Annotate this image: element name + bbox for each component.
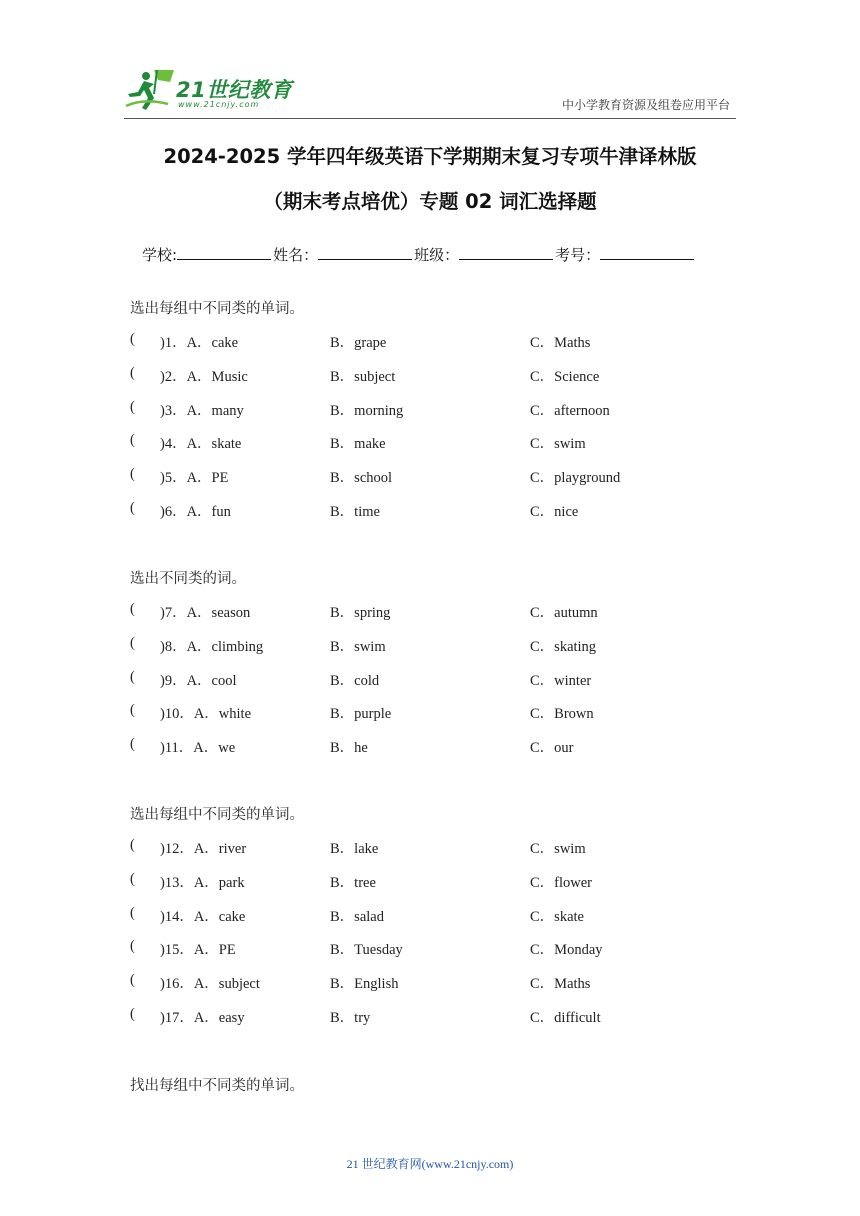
question-row bbox=[130, 905, 730, 927]
option-b: B．morning bbox=[330, 402, 404, 419]
option-b: B．subject bbox=[330, 368, 396, 385]
question-row bbox=[130, 466, 730, 488]
option-a: )12．A．river bbox=[160, 841, 247, 857]
answer-blank[interactable]: ( bbox=[130, 331, 135, 347]
answer-blank[interactable]: ( bbox=[130, 870, 135, 887]
option-c: C．nice bbox=[530, 504, 579, 520]
option-c: C．skating bbox=[530, 638, 597, 655]
option-b: B．school bbox=[330, 470, 393, 487]
question-row bbox=[130, 669, 730, 691]
section-label: 选出每组中不同类的单词。 bbox=[130, 301, 304, 317]
option-a: )3．A．many bbox=[160, 402, 244, 419]
option-c: C．skate bbox=[530, 908, 584, 925]
exam-no-label: 考号： bbox=[555, 246, 601, 264]
school-label: 学校: bbox=[142, 246, 178, 264]
answer-blank[interactable]: ( bbox=[130, 432, 135, 449]
option-b: B．English bbox=[330, 976, 399, 993]
option-a: )16．A．subject bbox=[160, 976, 260, 993]
answer-blank[interactable]: ( bbox=[130, 500, 135, 516]
class-label: 班级： bbox=[414, 246, 460, 264]
option-a: )2．A．Music bbox=[160, 368, 248, 385]
option-a: )1．A．cake bbox=[160, 335, 239, 351]
option-c: C．autumn bbox=[530, 605, 598, 621]
school-field[interactable] bbox=[177, 243, 271, 260]
answer-blank[interactable]: ( bbox=[130, 1006, 135, 1022]
question-row bbox=[130, 635, 730, 657]
title-line-2: （期末考点培优）专题 02 词汇选择题 bbox=[263, 190, 597, 213]
section-label: 选出不同类的词。 bbox=[130, 571, 246, 587]
question-row bbox=[130, 365, 730, 387]
option-b: B．tree bbox=[330, 874, 376, 891]
option-c: C．winter bbox=[530, 672, 592, 689]
option-b: B．lake bbox=[330, 841, 379, 857]
question-row bbox=[130, 399, 730, 421]
option-a: )5．A．PE bbox=[160, 470, 229, 487]
answer-blank[interactable]: ( bbox=[130, 466, 135, 483]
question-row bbox=[130, 871, 730, 893]
option-c: C．flower bbox=[530, 874, 593, 891]
option-c: C．Brown bbox=[530, 706, 594, 723]
option-b: B．spring bbox=[330, 605, 391, 621]
option-b: B．Tuesday bbox=[330, 942, 403, 959]
section-label: 选出每组中不同类的单词。 bbox=[130, 807, 304, 823]
option-a: )7．A．season bbox=[160, 605, 251, 621]
option-c: C．Monday bbox=[530, 942, 603, 959]
option-b: B．cold bbox=[330, 672, 380, 689]
logo-text: 21世纪教育 bbox=[176, 78, 293, 102]
option-c: C．our bbox=[530, 740, 574, 757]
option-a: )13．A．park bbox=[160, 874, 245, 891]
option-b: B．try bbox=[330, 1010, 371, 1026]
answer-blank[interactable]: ( bbox=[130, 398, 135, 415]
name-label: 姓名： bbox=[273, 246, 319, 264]
option-c: C．difficult bbox=[530, 1010, 601, 1026]
header-divider bbox=[124, 118, 736, 119]
answer-blank[interactable]: ( bbox=[130, 904, 135, 921]
answer-blank[interactable]: ( bbox=[130, 668, 135, 685]
question-row bbox=[130, 736, 730, 758]
option-c: C．afternoon bbox=[530, 402, 610, 419]
option-a: )6．A．fun bbox=[160, 504, 231, 520]
question-row bbox=[130, 331, 730, 353]
question-row bbox=[130, 432, 730, 454]
answer-blank[interactable]: ( bbox=[130, 972, 135, 989]
student-info-row bbox=[142, 243, 742, 267]
option-c: C．swim bbox=[530, 841, 586, 857]
option-c: C．Maths bbox=[530, 335, 591, 351]
question-row bbox=[130, 702, 730, 724]
class-field[interactable] bbox=[459, 243, 553, 260]
exam-no-field[interactable] bbox=[600, 243, 694, 260]
option-c: C．playground bbox=[530, 470, 621, 487]
option-b: B．salad bbox=[330, 908, 384, 925]
option-c: C．Science bbox=[530, 368, 600, 385]
option-b: B．purple bbox=[330, 706, 392, 723]
logo-url: www.21cnjy.com bbox=[178, 100, 260, 109]
option-a: )4．A．skate bbox=[160, 436, 242, 453]
question-row bbox=[130, 837, 730, 859]
answer-blank[interactable]: ( bbox=[130, 837, 135, 853]
section-label: 找出每组中不同类的单词。 bbox=[130, 1078, 304, 1094]
answer-blank[interactable]: ( bbox=[130, 601, 135, 617]
option-a: )15．A．PE bbox=[160, 942, 236, 959]
answer-blank[interactable]: ( bbox=[130, 938, 135, 955]
option-a: )10．A．white bbox=[160, 706, 252, 723]
option-b: B．time bbox=[330, 504, 380, 520]
footer: 21 世纪教育网(www.21cnjy.com) bbox=[346, 1157, 514, 1171]
option-c: C．Maths bbox=[530, 976, 591, 993]
option-b: B．swim bbox=[330, 638, 386, 655]
answer-blank[interactable]: ( bbox=[130, 364, 135, 381]
option-b: B．make bbox=[330, 436, 386, 453]
page-header bbox=[0, 0, 860, 122]
option-a: )11．A．we bbox=[160, 740, 236, 757]
answer-blank[interactable]: ( bbox=[130, 702, 135, 719]
option-b: B．grape bbox=[330, 335, 387, 351]
option-a: )17．A．easy bbox=[160, 1010, 245, 1026]
option-a: )9．A．cool bbox=[160, 672, 237, 689]
answer-blank[interactable]: ( bbox=[130, 736, 135, 753]
option-b: B．he bbox=[330, 740, 368, 757]
title-line-1: 2024-2025 学年四年级英语下学期期末复习专项牛津译林版 bbox=[163, 145, 697, 168]
platform-name: 中小学教育资源及组卷应用平台 bbox=[561, 98, 730, 112]
option-a: )8．A．climbing bbox=[160, 638, 264, 655]
logo bbox=[124, 68, 294, 118]
name-field[interactable] bbox=[318, 243, 412, 260]
question-row bbox=[130, 500, 730, 522]
answer-blank[interactable]: ( bbox=[130, 634, 135, 651]
question-row bbox=[130, 601, 730, 623]
option-a: )14．A．cake bbox=[160, 908, 246, 925]
question-row bbox=[130, 1006, 730, 1028]
question-row bbox=[130, 938, 730, 960]
option-c: C．swim bbox=[530, 436, 586, 453]
question-row bbox=[130, 972, 730, 994]
runner-logo-icon bbox=[124, 68, 178, 114]
